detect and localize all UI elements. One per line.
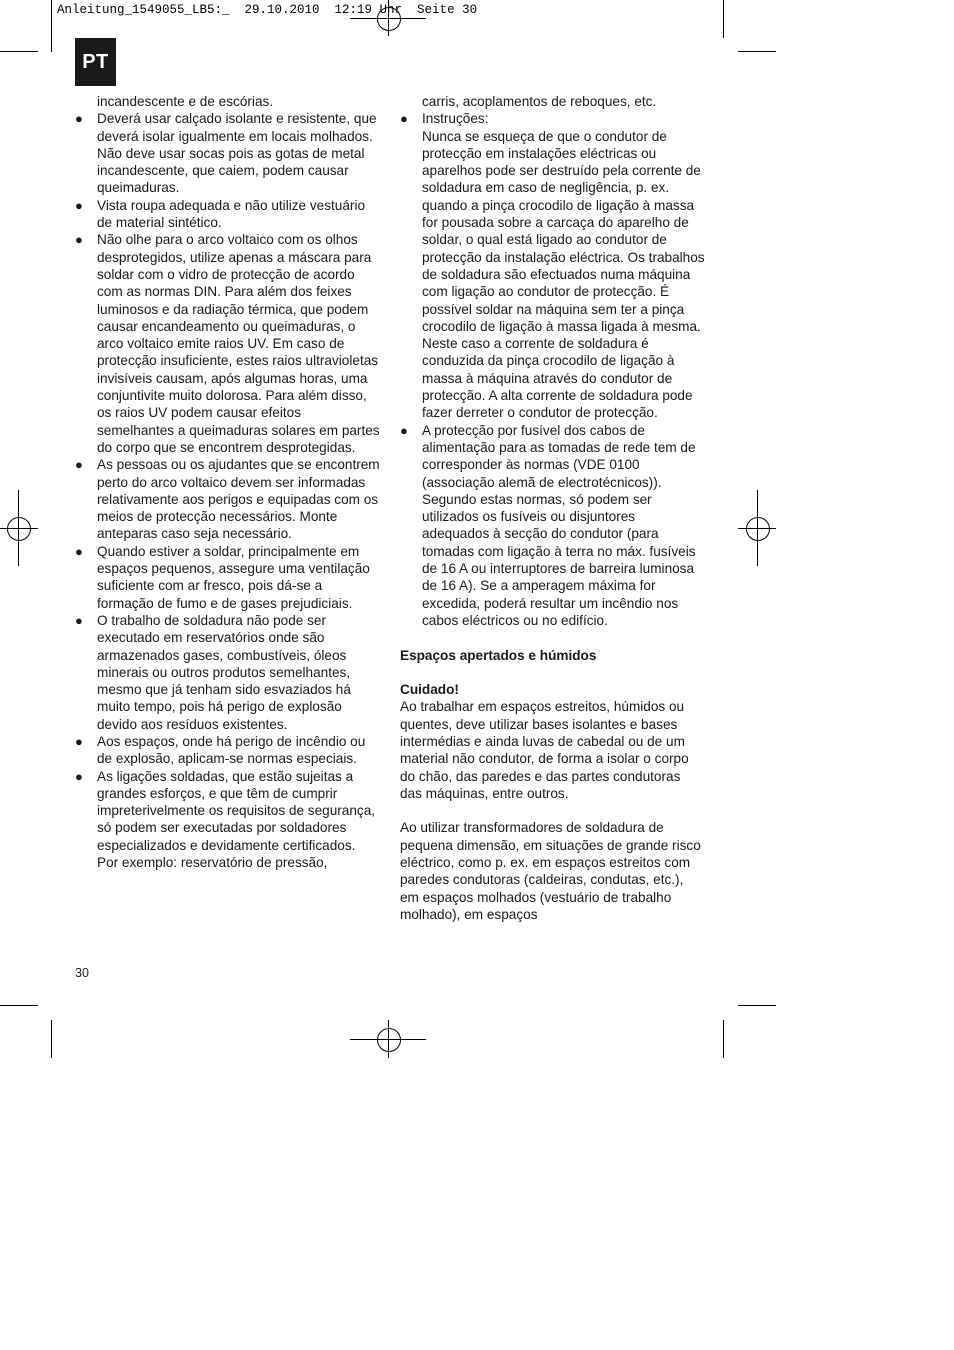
caution-text: Ao trabalhar em espaços estreitos, húmidos ou quentes, deve utilizar bases isolantes e bases intermédias e ainda luvas de cabedal ou de um material não condutor, de forma a isolar o corpo do chão, das paredes e das partes condutoras das máquinas, entre outros. [400, 699, 689, 801]
page-number: 30 [75, 966, 89, 980]
bullet-icon: ● [400, 111, 408, 127]
list-item: ● Quando estiver a soldar, principalmente em espaços pequenos, assegure uma ventilação suficiente com ar fresco, pois dá-se a formação de fumo e de gases prejudiciais. [75, 543, 370, 611]
continuation-text: incandescente e de escórias. [97, 94, 274, 109]
continuation-text: carris, acoplamentos de reboques, etc. [422, 94, 657, 109]
bullet-icon: ● [75, 457, 83, 473]
list-item-lead: Instruções: [422, 111, 489, 127]
section-heading: Espaços apertados e húmidos [400, 647, 597, 663]
list-item: ● Vista roupa adequada e não utilize vestuário de material sintético. [75, 197, 366, 231]
list-item: ● As pessoas ou os ajudantes que se encontrem perto do arco voltaico devem ser informadas relativamente aos perigos e equipadas com os meios de protecção necessários. Monte anteparas caso seja necessário. [75, 457, 380, 542]
language-tab: PT [75, 38, 116, 86]
list-item: ● A protecção por fusível dos cabos de alimentação para as tomadas de rede tem de corresponder às normas (VDE 0100 (associação alemã de electrotécnicos)). Segundo estas normas, só podem ser utilizados os fusíveis ou disjuntores adequados à secção do condutor (para tomadas com ligação à terra no máx. fusíveis de 16 A ou interruptores de barreira luminosa de 16 A). Se a amperagem máxima for excedida, poderá resultar um incêndio nos cabos eléctricos ou no edifício. [400, 422, 696, 628]
bullet-icon: ● [75, 111, 83, 127]
list-item: ● Aos espaços, onde há perigo de incêndio ou de explosão, aplicam-se normas especiais. [75, 733, 366, 767]
caution-heading: Cuidado! [400, 682, 459, 698]
list-item: ● Não olhe para o arco voltaico com os olhos desprotegidos, utilize apenas a máscara para soldar com o vidro de protecção de acordo com as normas DIN. Para além dos feixes luminosos e da radiação térmica, que podem causar encandeamento ou queimaduras, o arco voltaico emite raios UV. Em caso de protecção insuficiente, estes raios ultravioletas invisíveis causam, após algumas horas, uma conjuntivite muito dolorosa. Para além disso, os raios UV podem causar efeitos semelhantes a queimaduras solares em partes do corpo que se encontrem desprotegidas. [75, 232, 380, 455]
list-item-extra: Por exemplo: reservatório de pressão, [97, 855, 328, 871]
bullet-icon: ● [75, 232, 83, 248]
print-slug: Anleitung_1549055_LB5:_ 29.10.2010 12:19 Uhr Seite 30 [57, 3, 478, 17]
list-item: ● O trabalho de soldadura não pode ser executado em reservatórios onde são armazenados gases, combustíveis, óleos minerais ou outros produtos semelhantes, mesmo que já tenham sido esvaziados há muito tempo, pois há perigo de explosão devido aos resíduos existentes. [75, 612, 351, 732]
body-paragraph: Ao utilizar transformadores de soldadura de pequena dimensão, em situações de grande risco eléctrico, como p. ex. em espaços estreitos com paredes condutoras (caldeiras, condutas, etc.), em espaços molhados (vestuário de trabalho molhado), em espaços [400, 820, 701, 922]
bullet-icon: ● [75, 733, 83, 749]
bullet-icon: ● [75, 768, 83, 784]
bullet-icon: ● [400, 422, 408, 438]
list-item: ● Deverá usar calçado isolante e resistente, que deverá isolar igualmente em locais molhados. Não deve usar socas pois as gotas de metal incandescente, que caiem, podem causar queimaduras. [75, 111, 377, 196]
list-item: ● Instruções: Nunca se esqueça de que o condutor de protecção em instalações eléctricas ou aparelhos pode ser destruído pela corrente de soldadura em caso de negligência, p. ex. quando a pinça crocodilo de ligação à massa for pousada sobre a carcaça do aparelho de soldar, o qual está ligado ao condutor de protecção da instalação eléctrica. Os trabalhos de soldadura são efectuados numa máquina com ligação ao condutor de protecção. É possível soldar na máquina sem ter a pinça crocodilo de ligação à massa ligada à mesma. Neste caso a corrente de soldadura é conduzida da pinça crocodilo de ligação à massa à máquina através do condutor de protecção. A alta corrente de soldadura pode fazer derreter o condutor de protecção. [400, 111, 705, 421]
bullet-icon: ● [75, 543, 83, 559]
list-item: ● As ligações soldadas, que estão sujeitas a grandes esforços, e que têm de cumprir impreterivelmente os requisitos de segurança, só podem ser executadas por soldadores especializados e devidamente certificados. Por exemplo: reservatório de pressão, [75, 768, 380, 872]
right-column [400, 93, 705, 923]
bullet-icon: ● [75, 612, 83, 628]
left-column [75, 93, 380, 871]
bullet-icon: ● [75, 197, 83, 213]
